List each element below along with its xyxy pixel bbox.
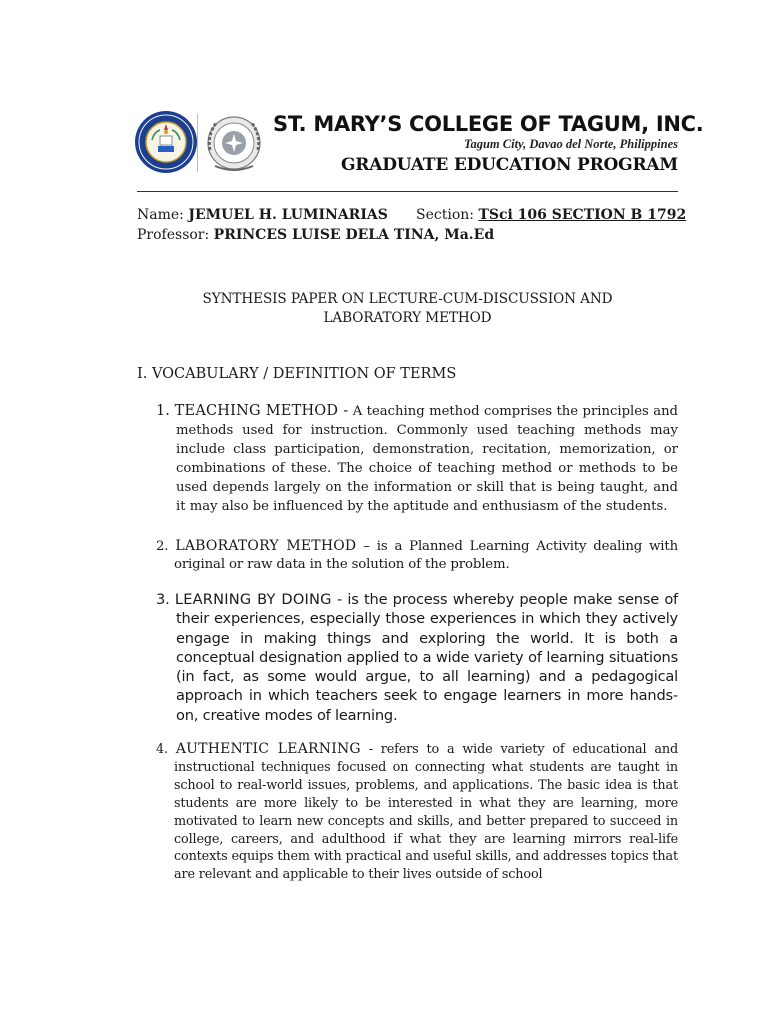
definition-term: AUTHENTIC LEARNING: [175, 741, 361, 757]
definition-number: 1.: [156, 403, 170, 419]
professor-value: PRINCES LUISE DELA TINA, Ma.Ed: [213, 227, 495, 243]
definition-body: [156, 537, 679, 574]
definition-term: LABORATORY METHOD: [175, 538, 357, 554]
header-rule: [137, 191, 678, 192]
school-location: Tagum City, Davao del Norte, Philippines: [463, 137, 678, 151]
definition-item: [137, 537, 678, 574]
definition-body: [156, 590, 678, 725]
definition-body: [156, 741, 678, 884]
student-name-line: [137, 207, 388, 223]
professor-line: [137, 227, 494, 243]
program-title: GRADUATE EDUCATION PROGRAM: [340, 155, 678, 175]
paper-title-line1: SYNTHESIS PAPER ON LECTURE-CUM-DISCUSSION AND: [202, 291, 613, 307]
school-name: ST. MARY’S COLLEGE OF TAGUM, INC.: [273, 112, 704, 136]
paper-title-line2: LABORATORY METHOD: [323, 310, 492, 326]
definition-item: [137, 590, 678, 725]
definition-number: 4.: [156, 742, 168, 757]
section-value: TSci 106 SECTION B 1792: [478, 207, 687, 223]
definition-term: TEACHING METHOD -: [174, 403, 349, 419]
paper-title: [137, 290, 678, 328]
definition-text: - refers to a wide variety of educational and instructional techniques focused on connecting what students are taught in school to real-world issues, problems, and applications. The basic idea is that students are more likely to be interested in what they are learning, more motivated to learn new concepts and skills, and better prepared to succeed in college, careers, and adulthood if what they are learning mirrors real-life contexts equips them with practical and useful skills, and addresses topics that are relevant and applicable to their lives outside of school: [174, 742, 678, 883]
section-line: [416, 207, 686, 223]
definition-text: – is a Planned Learning Activity dealing with original or raw data in the solution of the problem.: [174, 539, 679, 572]
definition-body: [156, 402, 678, 516]
laurel-seal-icon: [201, 110, 267, 176]
name-value: JEMUEL H. LUMINARIAS: [188, 207, 388, 223]
definition-item: [137, 741, 678, 884]
definition-text: - is the process whereby people make sense of their experiences, especially those experiences in which they actively engage in making things and exploring the world. It is both a conceptual designation applied to a wide variety of learning situations (in fact, as some would argue, to all learning) and a pedagogical approach in which teachers seek to engage learners in more hands-on, creative modes of learning.: [176, 591, 678, 724]
college-seal-icon: [134, 110, 198, 174]
section-heading: I. VOCABULARY / DEFINITION OF TERMS: [137, 366, 457, 382]
professor-label: Professor:: [137, 227, 210, 243]
definition-number: 3.: [156, 591, 170, 608]
definition-item: [137, 402, 678, 516]
definition-term: LEARNING BY DOING: [174, 591, 332, 608]
definition-text: A teaching method comprises the principles and methods used for instruction. Commonly used teaching methods may include class participation, demonstration, recitation, memorization, or combinations of these. The choice of teaching method or methods to be used depends largely on the information or skill that is being taught, and it may also be influenced by the aptitude and enthusiasm of the students.: [176, 404, 678, 514]
logo-divider: [197, 114, 198, 172]
definition-number: 2.: [156, 539, 169, 554]
name-label: Name:: [137, 207, 184, 223]
section-label: Section:: [416, 207, 474, 223]
